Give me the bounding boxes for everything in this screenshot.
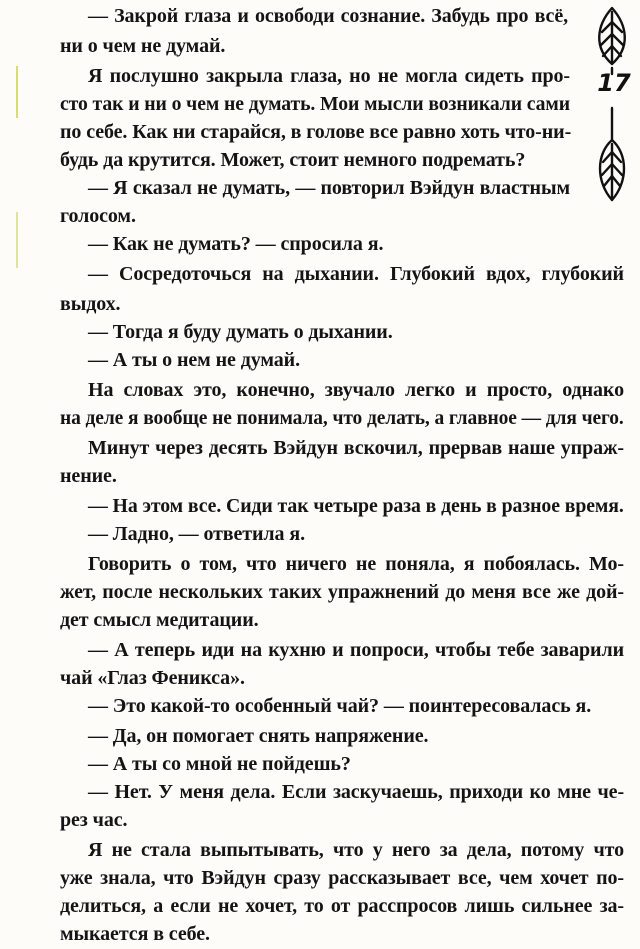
page-number: 17 <box>597 69 631 97</box>
text-line: ни о чем не думай. <box>60 35 226 57</box>
text-line: — Закрой глаза и освободи сознание. Забудь про всё, <box>88 5 568 27</box>
text-line: нение. <box>60 465 117 487</box>
text-line: уже знала, что Вэйдун сразу рассказывает все, чем хочет по- <box>60 867 624 889</box>
text-line: — Это какой-то особенный чай? — поинтересовалась я. <box>88 695 592 717</box>
text-line: — На этом все. Сиди так четыре раза в день в разное время. <box>88 495 624 517</box>
text-line: на деле я вообще не понимала, что делать, а главное — для чего. <box>60 407 624 429</box>
text-line: — Нет. У меня дела. Если заскучаешь, приходи ко мне че- <box>88 781 624 803</box>
text-line: выдох. <box>60 293 121 315</box>
text-line: сто так и ни о чем не думать. Мои мысли возникали сами <box>60 93 570 115</box>
text-line: — А ты о нем не думай. <box>88 349 300 371</box>
text-line: мыкается в себе. <box>60 923 210 945</box>
text-line: жет, после нескольких таких упражнений до меня все же дой- <box>60 581 624 603</box>
text-line: — Да, он помогает снять напряжение. <box>88 725 429 747</box>
text-line: Я не стала выпытывать, что у него за дела, потому что <box>88 839 624 861</box>
text-line: — Я сказал не думать, — повторил Вэйдун властным <box>88 177 570 199</box>
text-line: — А ты со мной не пойдешь? <box>88 753 351 775</box>
text-line: голосом. <box>60 205 136 227</box>
text-line: чай «Глаз Феникса». <box>60 667 245 689</box>
text-line: дет смысл медитации. <box>60 609 259 631</box>
text-line: Говорить о том, что ничего не поняла, я побоялась. Мо- <box>88 553 624 575</box>
text-line: — Ладно, — ответила я. <box>88 523 305 545</box>
text-line: — Как не думать? — спросила я. <box>88 233 384 255</box>
text-line: Минут через десять Вэйдун вскочил, прервав наше упраж- <box>88 437 624 459</box>
text-line: Я послушно закрыла глаза, но не могла сидеть про- <box>88 65 570 87</box>
text-line: — Тогда я буду думать о дыхании. <box>88 321 393 343</box>
text-line: делиться, а если не хочет, то от расспросов лишь сильнее за- <box>60 895 624 917</box>
text-line: рез час. <box>60 809 128 831</box>
text-line: будь да крутится. Может, стоит немного подремать? <box>60 149 526 171</box>
text-line: — А теперь иди на кухню и попроси, чтобы тебе заварили <box>88 639 624 661</box>
text-line: — Сосредоточься на дыхании. Глубокий вдох, глубокий <box>88 263 624 285</box>
text-line: На словах это, конечно, звучало легко и просто, однако <box>88 379 624 401</box>
text-line: по себе. Как ни старайся, в голове все равно хоть что-ни- <box>60 121 572 143</box>
